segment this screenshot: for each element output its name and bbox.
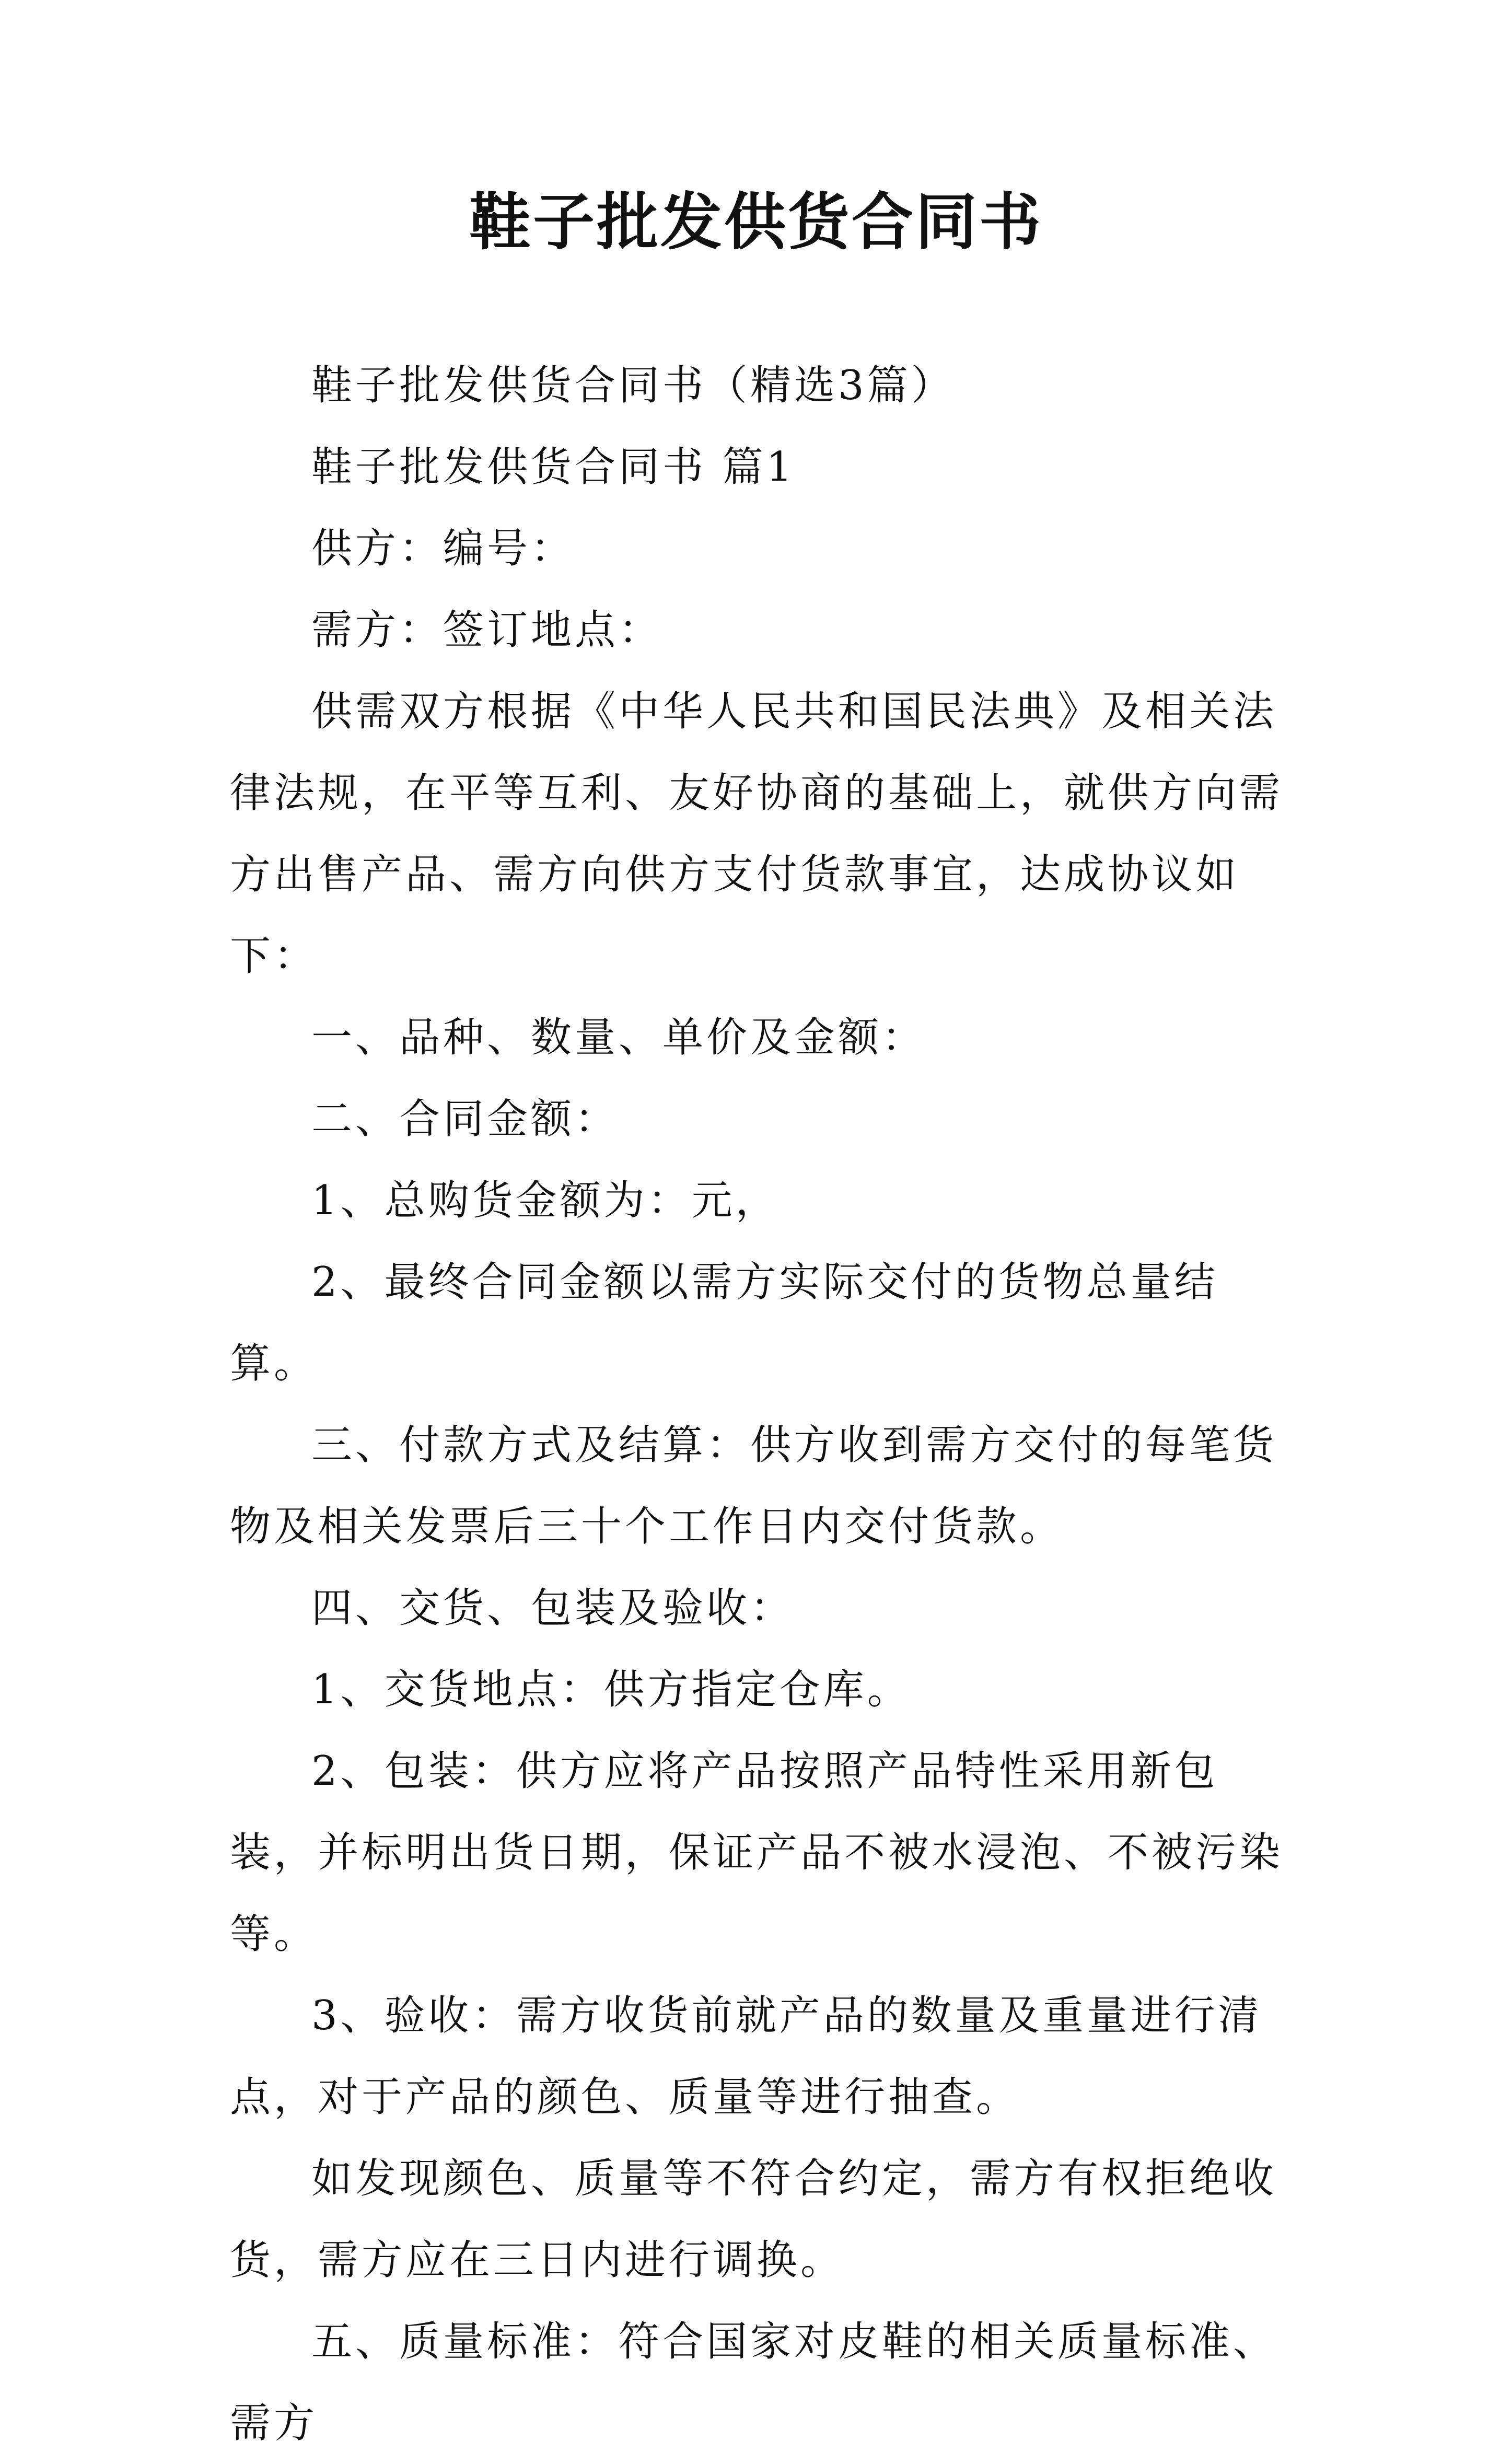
paragraph-clause-4-item-2: 2、包装：供方应将产品按照产品特性采用新包装，并标明出货日期，保证产品不被水浸泡、不被污染等。: [230, 1748, 1284, 1958]
paragraph-clause-2: 二、合同金额：: [311, 1096, 619, 1143]
paragraph-clause-1: 一、品种、数量、单价及金额：: [311, 1014, 926, 1061]
paragraph-buyer-signing-place: 需方：签订地点：: [311, 607, 663, 654]
document-title: 鞋子批发供货合同书: [469, 185, 1043, 258]
paragraph-clause-4-item-3: 3、验收：需方收货前就产品的数量及重量进行清点，对于产品的颜色、质量等进行抽查。: [230, 1992, 1262, 2121]
paragraph-clause-5: 五、质量标准：符合国家对皮鞋的相关质量标准、需方: [230, 2318, 1277, 2447]
paragraph-clause-2-item-2: 2、最终合同金额以需方实际交付的货物总量结算。: [230, 1259, 1218, 1387]
paragraph-clause-3: 三、付款方式及结算：供方收到需方交付的每笔货物及相关发票后三十个工作日内交付货款。: [230, 1422, 1277, 1550]
paragraph-clause-4-item-1: 1、交货地点：供方指定仓库。: [311, 1666, 911, 1713]
paragraph-section-heading: 鞋子批发供货合同书 篇1: [311, 444, 796, 491]
paragraph-supplier-number: 供方：编号：: [311, 525, 575, 572]
paragraph-clause-4: 四、交货、包装及验收：: [311, 1585, 795, 1632]
document-body: [230, 345, 1296, 2464]
paragraph-clause-4-note: 如发现颜色、质量等不符合约定，需方有权拒绝收货，需方应在三日内进行调换。: [230, 2155, 1277, 2284]
paragraph-clause-2-item-1: 1、总购货金额为：元，: [311, 1177, 780, 1224]
paragraph-preamble: 供需双方根据《中华人民共和国民法典》及相关法律法规，在平等互利、友好协商的基础上，就供方向需方出售产品、需方向供方支付货款事宜，达成协议如下：: [230, 688, 1284, 980]
paragraph-subtitle: 鞋子批发供货合同书（精选3篇）: [311, 362, 955, 409]
